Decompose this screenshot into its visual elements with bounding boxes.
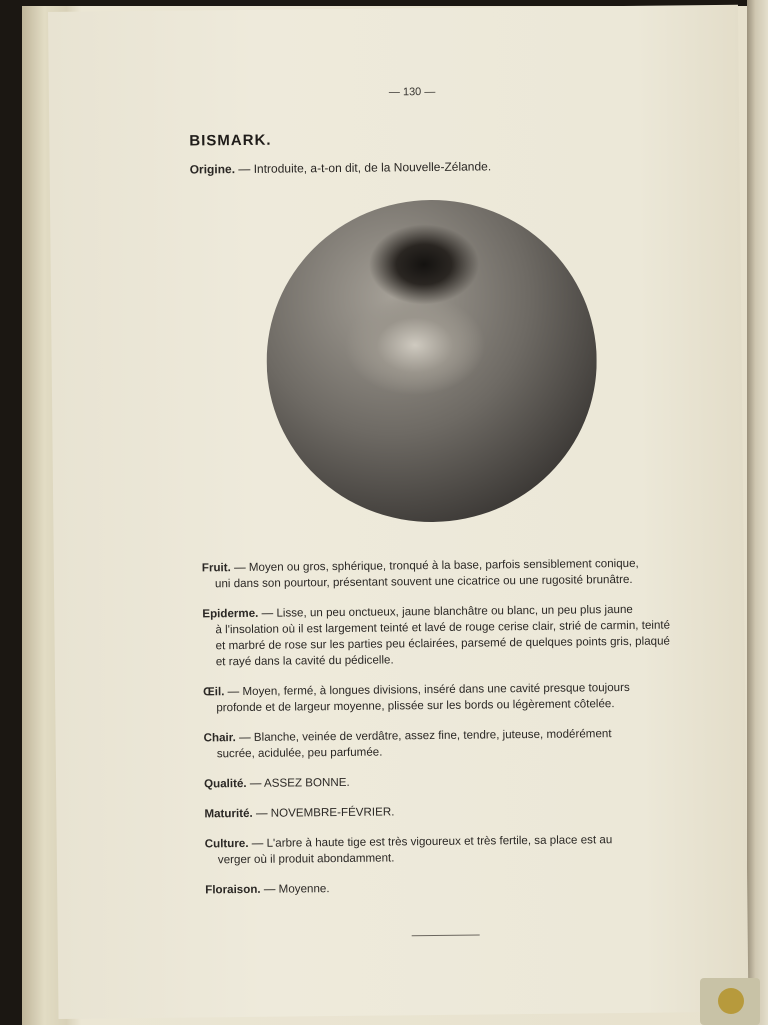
book-page: [48, 5, 749, 1019]
section-text-cont: uni dans son pourtour, présentant souvent une cicatrice ou une rugosité brunâtre.: [214, 572, 633, 591]
section-oeil: [203, 679, 683, 716]
page-number: — 130 —: [388, 85, 436, 99]
section-text-cont: verger où il produit abondamment.: [217, 851, 395, 867]
section-chair: [204, 725, 684, 762]
section-fruit: [202, 555, 682, 592]
section-text: — Moyen, fermé, à longues divisions, inséré dans une cavité presque toujours: [224, 680, 630, 699]
section-text-cont: à l'insolation où il est largement teinté et lavé de rouge cerise clair, strié de carmin, teinté et marbré de rose sur les parties peu éclairées, parsemé de quelques points gris, plaqué et rayé dans la cavité du pédicelle.: [215, 618, 671, 669]
section-text-cont: profonde et de largeur moyenne, plissée sur les bords ou légèrement côtelée.: [216, 697, 615, 715]
site-logo-icon: [700, 978, 760, 1025]
logo-fruit-icon: [718, 988, 744, 1014]
origin-line: [190, 159, 492, 176]
section-label: Floraison.: [205, 882, 261, 897]
section-floraison: [205, 877, 685, 898]
section-culture: [205, 831, 685, 868]
origin-label: Origine.: [189, 162, 236, 177]
section-text: — NOVEMBRE-FÉVRIER.: [252, 805, 395, 820]
section-label: Maturité.: [204, 806, 253, 821]
section-text: — Blanche, veinée de verdâtre, assez fine, tendre, juteuse, modérément: [235, 727, 612, 745]
section-text-cont: sucrée, acidulée, peu parfumée.: [216, 745, 383, 761]
section-text: — Moyenne.: [260, 882, 330, 896]
apple-photo-icon: [265, 198, 598, 523]
page-title: BISMARK.: [189, 131, 272, 150]
description-blocks: [202, 555, 686, 912]
section-label: Chair.: [203, 731, 236, 745]
section-label: Culture.: [204, 836, 249, 851]
section-epiderme: [202, 601, 683, 670]
facing-page-edge: [747, 0, 768, 1025]
section-text: — ASSEZ BONNE.: [246, 775, 350, 790]
section-qualite: [204, 771, 684, 792]
origin-text: — Introduite, a-t-on dit, de la Nouvelle-Zélande.: [234, 159, 492, 177]
section-text: — Lisse, un peu onctueux, jaune blanchâtre ou blanc, un peu plus jaune: [258, 602, 633, 620]
section-text: — Moyen ou gros, sphérique, tronqué à la base, parfois sensiblement conique,: [230, 556, 639, 575]
section-label: Fruit.: [201, 561, 231, 575]
section-label: Qualité.: [204, 776, 247, 791]
end-divider: [412, 935, 480, 937]
section-label: Œil.: [203, 685, 225, 699]
section-text: — L'arbre à haute tige est très vigoureux et très fertile, sa place est au: [248, 833, 613, 850]
section-label: Epiderme.: [202, 606, 259, 621]
section-maturite: [204, 801, 684, 822]
